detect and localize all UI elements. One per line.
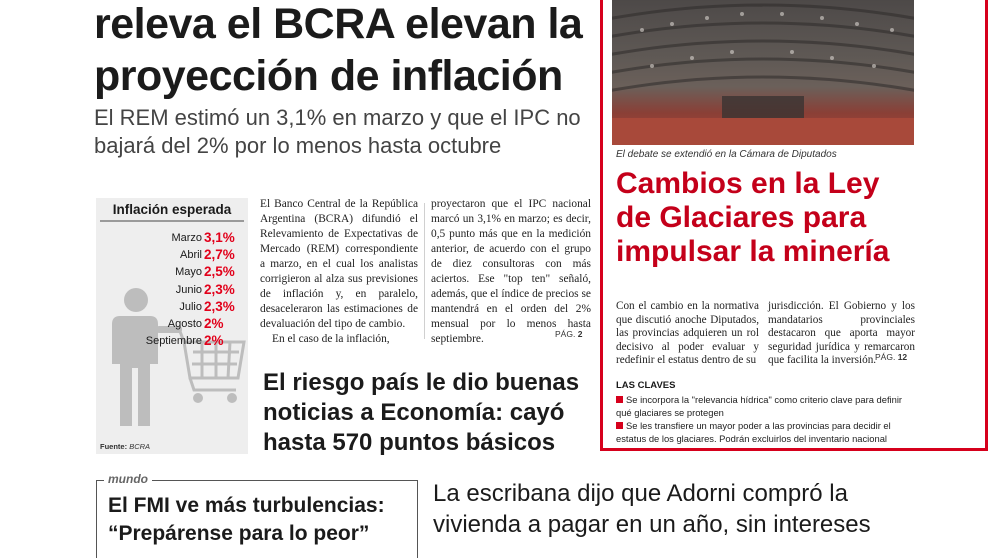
fmi-headline[interactable]: El FMI ve más turbulencias: “Prepárense para lo peor” xyxy=(108,494,385,545)
column-divider xyxy=(424,203,425,339)
bullet-square-icon xyxy=(616,422,623,429)
inflation-value: 2,7% xyxy=(204,247,235,263)
inflation-value: 2% xyxy=(204,333,224,349)
glaciares-column-2: jurisdicción. El Gobierno y los mandatarios provinciales destacaron que aporta mayor seguridad jurídica y remarcaron que facilita la inversión. xyxy=(768,300,915,366)
inflation-month: Marzo xyxy=(171,232,202,244)
inflation-value: 2,3% xyxy=(204,298,235,314)
infographic-title: Inflación esperada xyxy=(112,202,232,217)
escribana-headline[interactable]: La escribana dijo que Adorni compró la vivienda a pagar en un año, sin intereses xyxy=(433,480,871,538)
chamber-photo xyxy=(612,0,914,145)
clave-item: Se incorpora la "relevancia hídrica" como criterio clave para definir qué glaciares se protegen xyxy=(616,394,903,418)
section-label-mundo[interactable]: mundo xyxy=(104,472,152,486)
chamber-photo-image xyxy=(612,0,914,145)
inflation-month: Septiembre xyxy=(145,335,202,348)
bullet-square-icon xyxy=(616,396,623,403)
inflation-month: Mayo xyxy=(175,266,202,279)
claves-title: LAS CLAVES xyxy=(616,380,676,391)
glaciares-headline[interactable]: Cambios en la Ley de Glaciares para impulsar la minería xyxy=(616,167,890,268)
inflation-month: Agosto xyxy=(167,318,202,330)
infographic-source: Fuente: BCRA xyxy=(100,442,151,451)
inflation-row xyxy=(96,247,248,264)
article-column-1: El Banco Central de la República Argentina (BCRA) difundió el Relevamiento de Expectativas de Mercado (REM) correspondiente a marzo, en el cual los analistas corrigieron al alza sus previsiones de inflación y, en paralelo, desaceleraron las estimaciones de devaluación del tipo de cambio. En el caso de la inflación, xyxy=(260,198,418,345)
photo-caption: El debate se extendió en la Cámara de Diputados xyxy=(616,149,837,160)
clave-item: Se les transfiere un mayor poder a las provincias para decidir el estatus de los glaciares. Podrán excluirlos del inventario nacional xyxy=(616,420,891,444)
inflation-value: 2,5% xyxy=(204,264,235,280)
page-reference[interactable]: PÁG. 2 xyxy=(555,329,583,339)
inflation-row xyxy=(96,299,248,316)
inflation-row xyxy=(96,230,248,247)
inflation-month: Abril xyxy=(179,249,202,262)
inflation-month: Junio xyxy=(175,283,202,296)
inflation-row xyxy=(96,264,248,281)
inflation-row xyxy=(96,333,248,350)
inflation-row xyxy=(96,316,248,333)
article-column-2: proyectaron que el IPC nacional marcó un 3,1% en marzo; es decir, 0,5 punto más que en la medición anterior, de acuerdo con el grupo de diez consultoras con más aciertos. Ese "top ten" señaló, además, que el índice de precios se mantendrá en el orden del 2% mensual por lo menos hasta septiembre. xyxy=(431,198,591,345)
main-headline[interactable]: releva el BCRA elevan la proyección de inflación xyxy=(94,0,583,100)
glaciares-column-1: Con el cambio en la normativa que discutió anoche Diputados, las provincias adquieren un rol decisivo al poder evaluar y redefinir el estatus dentro de su xyxy=(616,300,759,366)
inflation-value: 3,1% xyxy=(204,230,235,245)
infographic-divider xyxy=(100,220,244,222)
main-subheadline: El REM estimó un 3,1% en marzo y que el IPC no bajará del 2% por lo menos hasta octubre xyxy=(94,105,581,158)
inflation-value: 2% xyxy=(204,316,224,331)
glaciares-page-reference[interactable]: PÁG. 12 xyxy=(875,352,908,362)
inflation-value: 2,3% xyxy=(204,281,235,297)
inflation-month: Julio xyxy=(179,300,202,313)
inflation-row xyxy=(96,282,248,299)
riesgo-pais-headline[interactable]: El riesgo país le dio buenas noticias a Economía: cayó hasta 570 puntos básicos xyxy=(263,369,580,456)
inflation-infographic xyxy=(96,198,248,454)
